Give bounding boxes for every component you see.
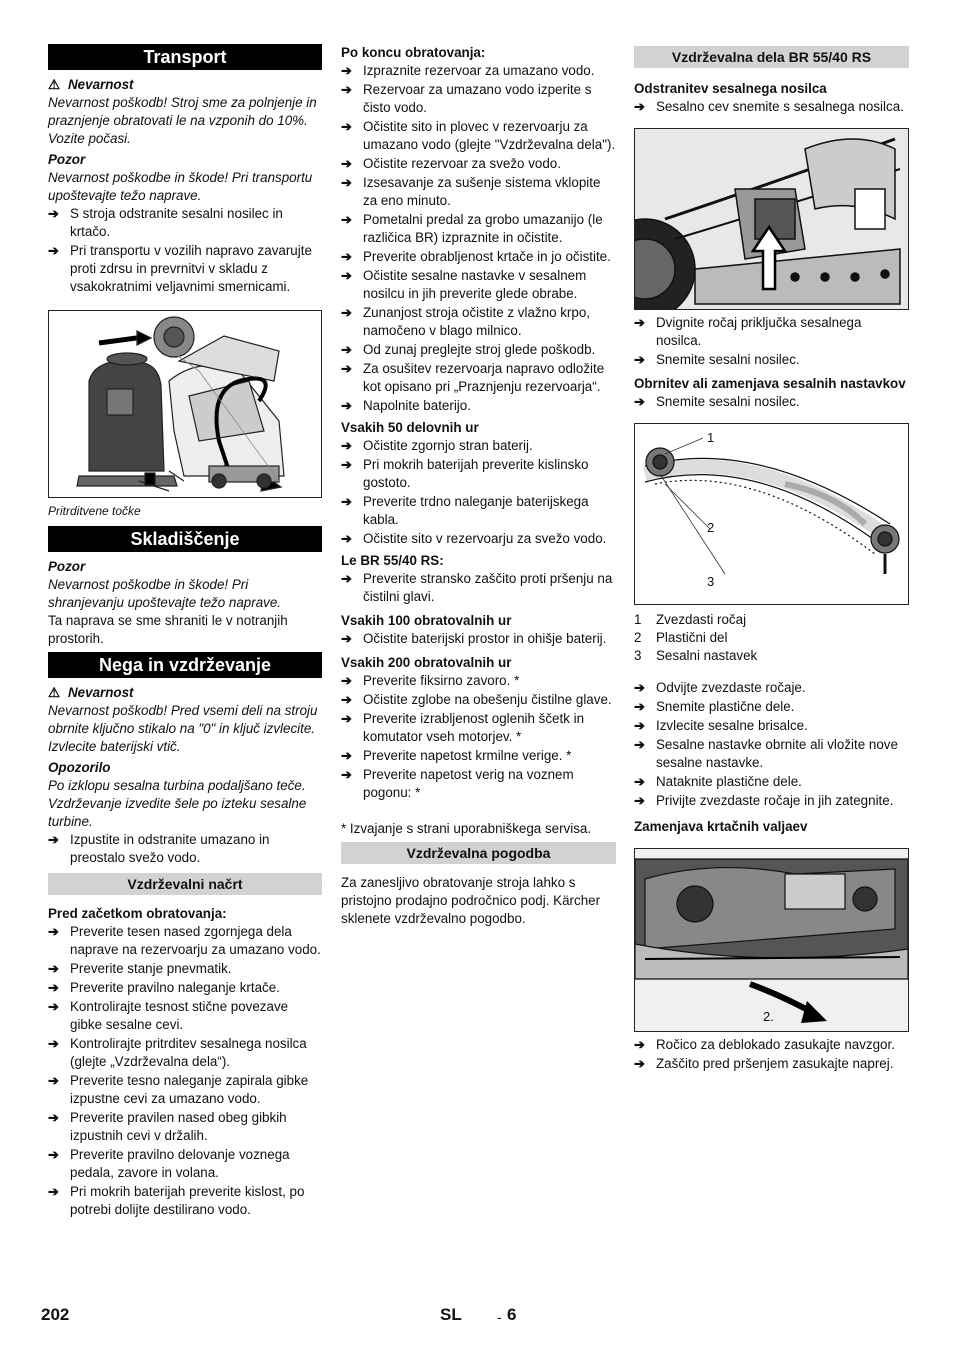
warning-text: Po izklopu sesalna turbina podaljšano teče. Vzdrževanje izvedite šele po izteku sesalne turbine. bbox=[48, 778, 307, 829]
list-item: ➔ Dvignite ročaj priključka sesalnega nosilca. bbox=[634, 314, 909, 350]
list-item: ➔ Preverite pravilno naleganje krtače. bbox=[48, 979, 322, 997]
list-item: ➔ Preverite napetost krmilne verige. * bbox=[341, 747, 616, 765]
caution-text: Nevarnost poškodbe in škode! Pri shranjevanju upoštevajte težo naprave. bbox=[48, 577, 282, 610]
callout-1: 1 bbox=[707, 430, 715, 445]
h100-steps bbox=[341, 630, 616, 648]
section-title-storage: Skladiščenje bbox=[48, 526, 322, 552]
list-item: ➔ Preverite izrabljenost oglenih ščetk in komutator vseh motorjev. * bbox=[341, 710, 616, 746]
danger-text: Nevarnost poškodb! Stroj sme za polnjenje in praznjenje obratovati le na vzponih do 10%. Vozite počasi. bbox=[48, 95, 317, 146]
subsection-title-work: Vzdrževalna dela BR 55/40 RS bbox=[634, 46, 909, 68]
list-item: ➔ Preverite pravilno delovanje voznega pedala, zavore in volana. bbox=[48, 1146, 322, 1182]
callout-2: 2 bbox=[707, 520, 715, 535]
figure-fastening-points bbox=[48, 310, 322, 498]
language-code: SL bbox=[440, 1305, 462, 1324]
list-item: ➔ Privijte zvezdaste ročaje in jih zategnite. bbox=[634, 792, 909, 810]
column-right bbox=[634, 44, 909, 1074]
list-item: ➔ Izpraznite rezervoar za umazano vodo. bbox=[341, 62, 616, 80]
list-item: ➔ Preverite trdno naleganje baterijskega kabla. bbox=[341, 493, 616, 529]
list-item: ➔ Rezervoar za umazano vodo izperite s čisto vodo. bbox=[341, 81, 616, 117]
list-item: ➔ Izvlecite sesalne brisalce. bbox=[634, 717, 909, 735]
turn-steps-2 bbox=[634, 679, 909, 810]
list-item: ➔ Očistite baterijski prostor in ohišje baterij. bbox=[341, 630, 616, 648]
list-item: ➔ Zunanjost stroja očistite z vlažno krpo, namočeno v blago milnico. bbox=[341, 304, 616, 340]
list-item: ➔ Preverite fiksirno zavoro. * bbox=[341, 672, 616, 690]
brush-head-illustration bbox=[635, 849, 908, 1031]
callout-2: 2. bbox=[763, 1009, 774, 1024]
roll-label: Zamenjava krtačnih valjaev bbox=[634, 819, 808, 834]
caution-label: Pozor bbox=[48, 152, 86, 167]
list-item: ➔ Očistite sesalne nastavke v sesalnem nosilcu in jih preverite glede obrabe. bbox=[341, 267, 616, 303]
list-item: ➔ Očistite zgornjo stran baterij. bbox=[341, 437, 616, 455]
list-item: ➔ Za osušitev rezervoarja napravo odložite kot opisano pri „Praznjenju rezervoarja“. bbox=[341, 360, 616, 396]
machine-transport-illustration bbox=[49, 311, 321, 497]
suction-bar-illustration bbox=[635, 424, 908, 604]
list-item: ➔ Očistite sito in plovec v rezervoarju za umazano vodo (glejte "Vzdrževalna dela"). bbox=[341, 118, 616, 154]
sub-page-number: 6 bbox=[507, 1305, 517, 1324]
h200-steps bbox=[341, 672, 616, 802]
br-steps bbox=[341, 570, 616, 606]
list-item: ➔ Izsesavanje za sušenje sistema vklopite za eno minuto. bbox=[341, 174, 616, 210]
turn-label: Obrnitev ali zamenjava sesalnih nastavkov bbox=[634, 376, 906, 391]
figure-suction-holder bbox=[634, 128, 909, 310]
figure-caption: Pritrditvene točke bbox=[48, 504, 141, 518]
list-item: ➔ Preverite tesen nased zgornjega dela naprave na rezervoarju za umazano vodo. bbox=[48, 923, 322, 959]
warning-label: Opozorilo bbox=[48, 760, 111, 775]
warning-triangle-icon: ⚠ bbox=[48, 77, 61, 92]
subsection-title-plan: Vzdrževalni načrt bbox=[48, 873, 322, 895]
before-label: Pred začetkom obratovanja: bbox=[48, 906, 227, 921]
list-item: ➔ Izpustite in odstranite umazano in preostalo svežo vodo. bbox=[48, 831, 322, 867]
figure-legend bbox=[634, 611, 909, 665]
legend-item: 2 Plastični del bbox=[634, 630, 728, 645]
list-item: ➔ Pri mokrih baterijah preverite kislost, po potrebi dolijte destilirano vodo. bbox=[48, 1183, 322, 1219]
list-item: ➔ Napolnite baterijo. bbox=[341, 397, 616, 415]
care-steps bbox=[48, 831, 322, 867]
h200-label: Vsakih 200 obratovalnih ur bbox=[341, 655, 512, 670]
danger-label: ⚠ Nevarnost bbox=[48, 685, 134, 700]
list-item: ➔ Očistite zglobe na obešenju čistilne glave. bbox=[341, 691, 616, 709]
list-item: ➔ Sesalne nastavke obrnite ali vložite nove sesalne nastavke. bbox=[634, 736, 909, 772]
page-number: 202 bbox=[41, 1305, 70, 1324]
footnote: * Izvajanje s strani uporabniškega servisa. bbox=[341, 821, 592, 836]
section-title-transport: Transport bbox=[48, 44, 322, 70]
transport-steps bbox=[48, 205, 322, 296]
h50-steps bbox=[341, 437, 616, 548]
callout-3: 3 bbox=[707, 574, 715, 589]
caution-label: Pozor bbox=[48, 559, 86, 574]
danger-label: ⚠ Nevarnost bbox=[48, 77, 134, 92]
list-item: ➔ Preverite stanje pnevmatik. bbox=[48, 960, 322, 978]
list-item: ➔ Sesalno cev snemite s sesalnega nosilca. bbox=[634, 98, 909, 116]
list-item: ➔ Očistite sito v rezervoarju za svežo vodo. bbox=[341, 530, 616, 548]
list-item: ➔ Preverite obrabljenost krtače in jo očistite. bbox=[341, 248, 616, 266]
list-item: ➔ Ročico za deblokado zasukajte navzgor. bbox=[634, 1036, 909, 1054]
list-item: ➔ Pri mokrih baterijah preverite kislinsko gostoto. bbox=[341, 456, 616, 492]
remove-label: Odstranitev sesalnega nosilca bbox=[634, 81, 827, 96]
list-item: ➔ Kontrolirajte tesnost stične povezave gibke sesalne cevi. bbox=[48, 998, 322, 1034]
before-steps bbox=[48, 923, 322, 1219]
caution-text: Nevarnost poškodbe in škode! Pri transportu upoštevajte težo naprave. bbox=[48, 170, 313, 203]
remove-steps bbox=[634, 98, 909, 116]
list-item: ➔ Snemite plastične dele. bbox=[634, 698, 909, 716]
list-item: ➔ Kontrolirajte pritrditev sesalnega nosilca (glejte „Vzdrževalna dela“). bbox=[48, 1035, 322, 1071]
list-item: ➔ Pri transportu v vozilih napravo zavarujte proti zdrsu in prevrnitvi v skladu z vsakokratnimi veljavnimi smernicami. bbox=[48, 242, 322, 296]
list-item: ➔ Preverite tesno naleganje zapirala gibke izpustne cevi za umazano vodo. bbox=[48, 1072, 322, 1108]
list-item: ➔ S stroja odstranite sesalni nosilec in krtačo. bbox=[48, 205, 322, 241]
list-item: ➔ Od zunaj preglejte stroj glede poškodb. bbox=[341, 341, 616, 359]
warning-triangle-icon: ⚠ bbox=[48, 685, 61, 700]
legend-item: 1 Zvezdasti ročaj bbox=[634, 612, 747, 627]
list-item: ➔ Nataknite plastične dele. bbox=[634, 773, 909, 791]
list-item: ➔ Očistite rezervoar za svežo vodo. bbox=[341, 155, 616, 173]
list-item: ➔ Pometalni predal za grobo umazanijo (le različica BR) izpraznite in očistite. bbox=[341, 211, 616, 247]
legend-item: 3 Sesalni nastavek bbox=[634, 648, 758, 663]
figure-suction-nozzles bbox=[634, 423, 909, 605]
turn-steps bbox=[634, 393, 909, 411]
list-item: ➔ Preverite napetost verig na voznem pogonu: * bbox=[341, 766, 616, 802]
roll-steps bbox=[634, 1036, 909, 1073]
list-item: ➔ Snemite sesalni nosilec. bbox=[634, 393, 909, 411]
storage-text: Ta naprava se sme shraniti le v notranjih prostorih. bbox=[48, 613, 288, 646]
page-separator: - bbox=[497, 1309, 502, 1325]
contract-text: Za zanesljivo obratovanje stroja lahko s pristojno prodajno področnico podj. Kärcher sklenete vzdrževalno pogodbo. bbox=[341, 875, 601, 926]
after-label: Po koncu obratovanja: bbox=[341, 45, 486, 60]
danger-text: Nevarnost poškodb! Pred vsemi deli na stroju obrnite ključno stikalo na "0" in ključ izvlecite. Izvlecite baterijski vtič. bbox=[48, 703, 318, 754]
h100-label: Vsakih 100 obratovalnih ur bbox=[341, 613, 512, 628]
column-middle bbox=[341, 44, 616, 928]
list-item: ➔ Preverite pravilen nased obeg gibkih izpustnih cevi v držalih. bbox=[48, 1109, 322, 1145]
h50-label: Vsakih 50 delovnih ur bbox=[341, 420, 479, 435]
list-item: ➔ Snemite sesalni nosilec. bbox=[634, 351, 909, 369]
suction-holder-illustration bbox=[635, 129, 908, 309]
list-item: ➔ Zaščito pred pršenjem zasukajte naprej. bbox=[634, 1055, 909, 1073]
column-left bbox=[48, 44, 322, 1220]
section-title-care: Nega in vzdrževanje bbox=[48, 652, 322, 678]
after-steps bbox=[341, 62, 616, 415]
br-label: Le BR 55/40 RS: bbox=[341, 553, 444, 568]
list-item: ➔ Odvijte zvezdaste ročaje. bbox=[634, 679, 909, 697]
list-item: ➔ Preverite stransko zaščito proti pršenju na čistilni glavi. bbox=[341, 570, 616, 606]
subsection-title-contract: Vzdrževalna pogodba bbox=[341, 842, 616, 864]
remove-steps-2 bbox=[634, 314, 909, 369]
figure-brush-rollers bbox=[634, 848, 909, 1032]
